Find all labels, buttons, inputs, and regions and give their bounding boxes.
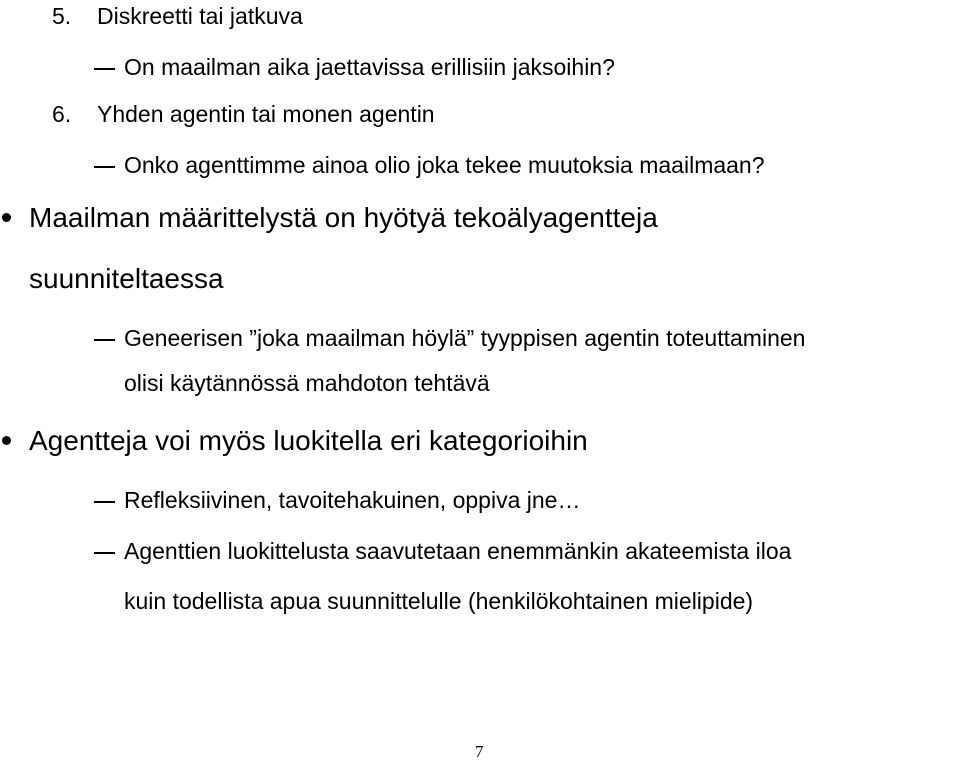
item-6-text: Yhden agentin tai monen agentin bbox=[97, 101, 435, 127]
item-6-subtext: Onko agenttimme ainoa olio joka tekee muutoksia maailmaan? bbox=[124, 152, 765, 178]
bullet-1-line-1: Maailman määrittelystä on hyötyä tekoälyagentteja bbox=[29, 202, 658, 233]
item-number-6: 6. bbox=[52, 101, 72, 127]
bullet-2-sub-2-line-2: kuin todellista apua suunnittelulle (henkilökohtainen mielipide) bbox=[124, 588, 754, 614]
bullet-2-sub-2-line-1: Agenttien luokittelusta saavutetaan enemmänkin akateemista iloa bbox=[124, 538, 792, 564]
bullet-icon bbox=[2, 213, 11, 222]
dash-icon bbox=[94, 501, 115, 503]
dash-icon bbox=[94, 552, 115, 554]
page-number: 7 bbox=[475, 742, 484, 761]
bullet-2-sub-1-line-1: Refleksiivinen, tavoitehakuinen, oppiva jne… bbox=[124, 487, 581, 513]
bullet-icon bbox=[2, 436, 11, 445]
dash-icon bbox=[94, 68, 115, 70]
dash-icon bbox=[94, 339, 115, 341]
bullet-1-sub-1-line-1: Geneerisen ”joka maailman höylä” tyyppisen agentin toteuttaminen bbox=[124, 325, 806, 351]
bullet-1-sub-1-line-2: olisi käytännössä mahdoton tehtävä bbox=[124, 370, 490, 396]
bullet-1-line-2: suunniteltaessa bbox=[29, 263, 224, 294]
item-number-5: 5. bbox=[52, 3, 72, 29]
item-5-subtext: On maailman aika jaettavissa erillisiin jaksoihin? bbox=[124, 54, 615, 80]
dash-icon bbox=[94, 166, 115, 168]
item-5-text: Diskreetti tai jatkuva bbox=[97, 3, 303, 29]
bullet-2-line-1: Agentteja voi myös luokitella eri kategorioihin bbox=[29, 425, 588, 456]
